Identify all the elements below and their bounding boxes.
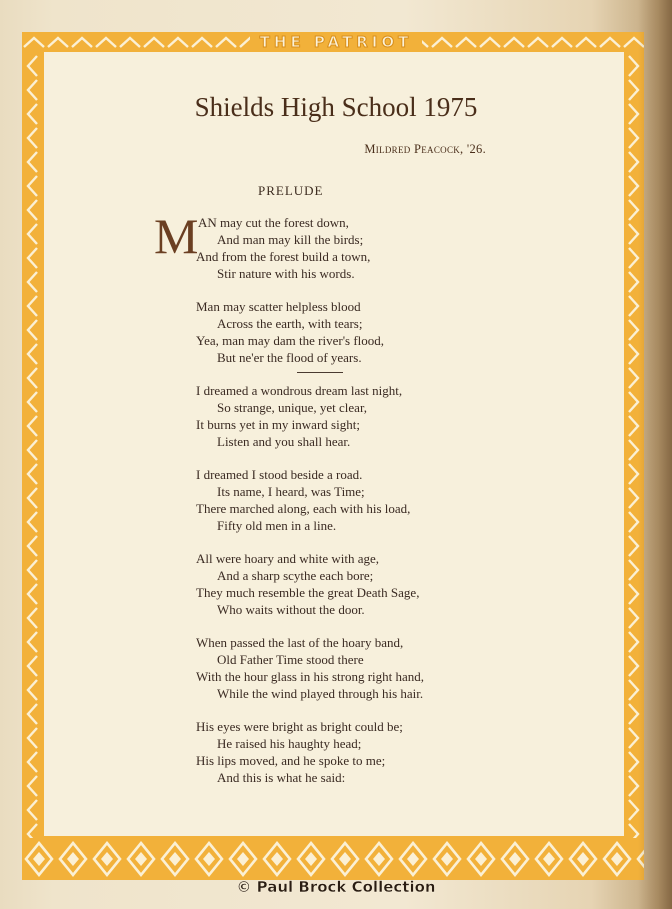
poem-line: With the hour glass in his strong right hand,	[196, 669, 425, 684]
poem-line: There marched along, each with his load,	[196, 501, 411, 516]
poem-line: He raised his haughty head;	[217, 736, 362, 751]
poem-line: And this is what he said:	[217, 770, 346, 785]
poem-body	[196, 214, 526, 786]
poem-line: Fifty old men in a line.	[217, 518, 337, 533]
poem-stanza	[196, 298, 526, 366]
copyright-watermark: © Paul Brock Collection	[236, 878, 436, 896]
poem-line: His eyes were bright as bright could be;	[196, 719, 403, 734]
publication-banner	[0, 32, 672, 52]
page-title: Shields High School 1975	[194, 92, 478, 122]
poem-line: Who waits without the door.	[217, 602, 365, 617]
poem-line: Man may scatter helpless blood	[196, 299, 361, 314]
poem-line: His lips moved, and he spoke to me;	[196, 753, 386, 768]
poem-line: Old Father Time stood there	[217, 652, 364, 667]
poem-line: I dreamed I stood beside a road.	[196, 467, 363, 482]
poem-line: It burns yet in my inward sight;	[196, 417, 360, 432]
border-pattern-bottom	[22, 838, 644, 880]
poem-stanza	[196, 718, 526, 786]
poem-line: Its name, I heard, was Time;	[217, 484, 365, 499]
banner-text: THE PATRIOT	[250, 33, 423, 51]
poem-line: When passed the last of the hoary band,	[196, 635, 404, 650]
drop-cap: M	[154, 208, 199, 264]
poem-stanza	[196, 466, 526, 534]
section-heading: PRELUDE	[258, 183, 324, 198]
poem-line: Across the earth, with tears;	[217, 316, 363, 331]
section-divider	[297, 372, 343, 373]
poem-stanza	[196, 382, 526, 450]
poem-stanza	[196, 550, 526, 618]
poem-stanza	[196, 634, 526, 702]
poem-line: While the wind played through his hair.	[217, 686, 424, 701]
poem-line: And a sharp scythe each bore;	[217, 568, 374, 583]
poem-line: And from the forest build a town,	[196, 249, 371, 264]
poem-line: I dreamed a wondrous dream last night,	[196, 383, 403, 398]
poem-line: But ne'er the flood of years.	[217, 350, 362, 365]
poem-line: And man may kill the birds;	[217, 232, 364, 247]
poem-line: Yea, man may dam the river's flood,	[196, 333, 385, 348]
poem-line: So strange, unique, yet clear,	[217, 400, 368, 415]
poem-line: AN may cut the forest down,	[198, 215, 349, 230]
poem-stanza	[196, 214, 526, 282]
poem-line: Stir nature with his words.	[217, 266, 355, 281]
poem-line: They much resemble the great Death Sage,	[196, 585, 420, 600]
border-pattern-left	[22, 54, 44, 838]
poem-line: Listen and you shall hear.	[217, 434, 351, 449]
book-spine-shadow	[638, 0, 672, 909]
poem-line: All were hoary and white with age,	[196, 551, 380, 566]
author-byline: Mildred Peacock, '26.	[364, 142, 486, 156]
